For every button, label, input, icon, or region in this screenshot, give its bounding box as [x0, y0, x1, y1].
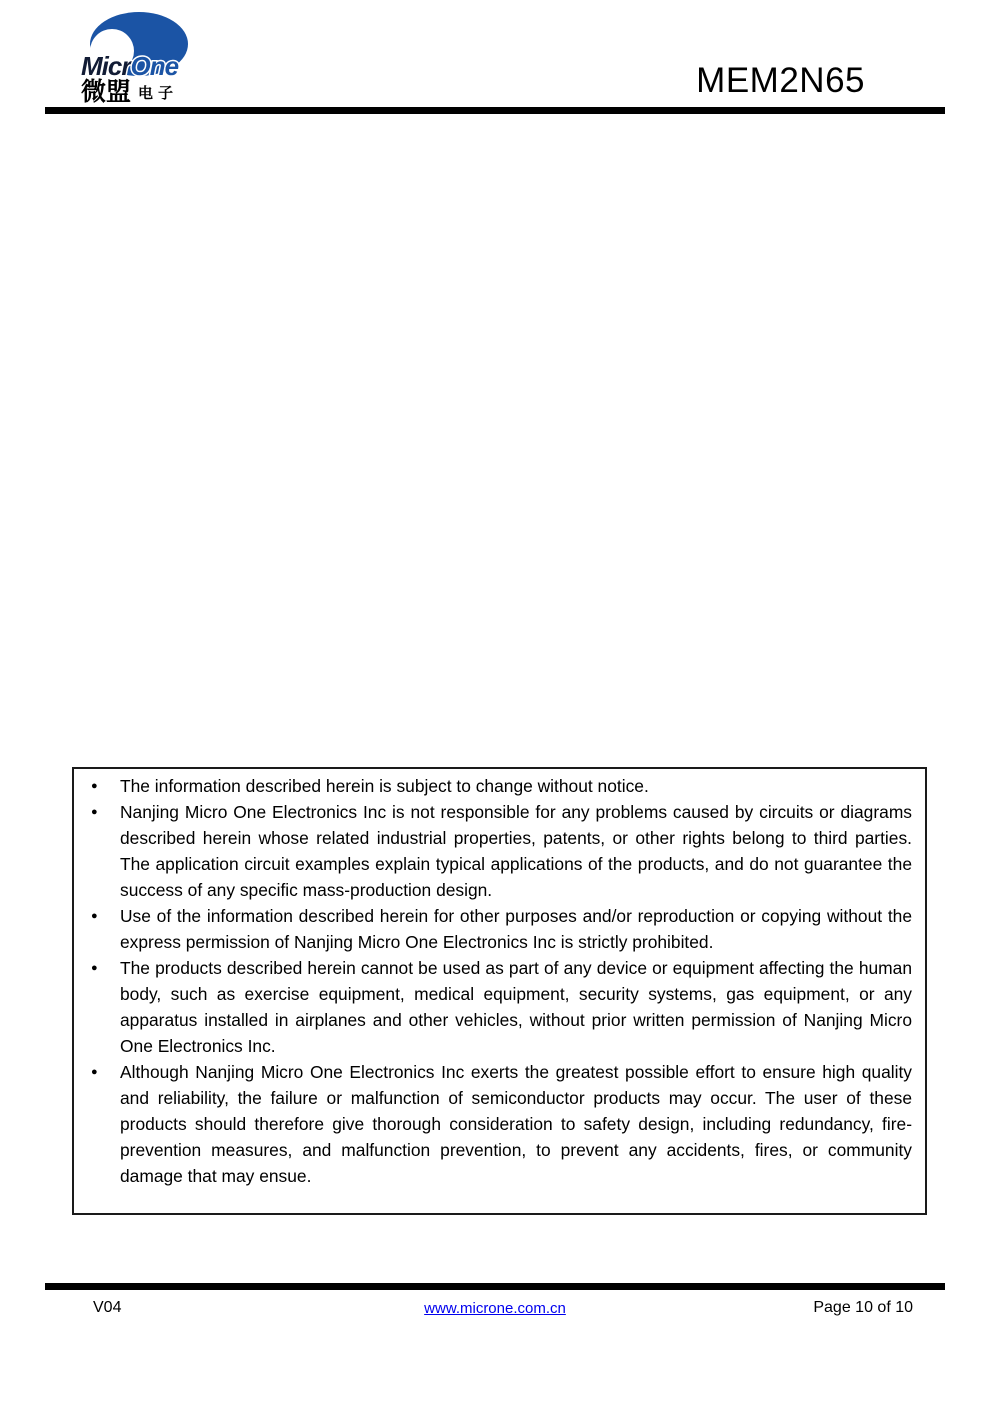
page-header	[0, 0, 991, 107]
disclaimer-item	[74, 1059, 912, 1189]
disclaimer-text: Use of the information described herein for other purposes and/or reproduction or copying without the express permission of Nanjing Micro One Electronics Inc is strictly prohibited.	[120, 906, 912, 952]
disclaimer-text: Although Nanjing Micro One Electronics Inc exerts the greatest possible effort to ensure high quality and reliability, the failure or malfunction of semiconductor products may occur. The user of these products should therefore give thorough consideration to safety design, including redundancy, fire-prevention measures, and malfunction prevention, to prevent any accidents, fires, or community damage that may ensue.	[120, 1062, 912, 1186]
disclaimer-item	[74, 799, 912, 903]
logo-brand-micr: Micr	[81, 51, 131, 81]
microne-logo	[78, 4, 218, 104]
logo-brand-one: One	[130, 51, 179, 81]
logo-chinese-suffix: 电子	[138, 85, 179, 102]
page-number: Page 10 of 10	[813, 1299, 913, 1316]
version-label: V04	[93, 1299, 122, 1316]
disclaimer-item	[74, 955, 912, 1059]
document-title: MEM2N65	[696, 61, 865, 100]
disclaimer-text: The information described herein is subject to change without notice.	[120, 776, 649, 796]
footer-divider	[45, 1283, 945, 1290]
footer-row	[45, 1297, 945, 1319]
bullet-icon: ●	[91, 1066, 98, 1078]
logo-chinese-name: 微盟	[81, 78, 132, 104]
microne-logo-graphic	[78, 4, 218, 104]
bullet-icon: ●	[91, 806, 98, 818]
header-divider	[45, 107, 945, 114]
bullet-icon: ●	[91, 910, 98, 922]
disclaimer-item	[74, 773, 912, 799]
website-link[interactable]: www.microne.com.cn	[424, 1300, 566, 1317]
bullet-icon: ●	[91, 962, 98, 974]
disclaimer-item	[74, 903, 912, 955]
disclaimer-text: The products described herein cannot be used as part of any device or equipment affecting the human body, such as exercise equipment, medical equipment, security systems, gas equipment, or any apparatus installed in airplanes and other vehicles, without prior written permission of Nanjing Micro One Electronics Inc.	[120, 958, 912, 1056]
logo-brand-text	[81, 51, 179, 81]
disclaimer-box	[72, 767, 927, 1215]
bullet-icon: ●	[91, 780, 98, 792]
disclaimer-text: Nanjing Micro One Electronics Inc is not responsible for any problems caused by circuits or diagrams described herein whose related industrial properties, patents, or other rights belong to third parties. The application circuit examples explain typical applications of the products, and do not guarantee the success of any specific mass-production design.	[120, 802, 912, 900]
page-footer	[45, 1283, 945, 1319]
